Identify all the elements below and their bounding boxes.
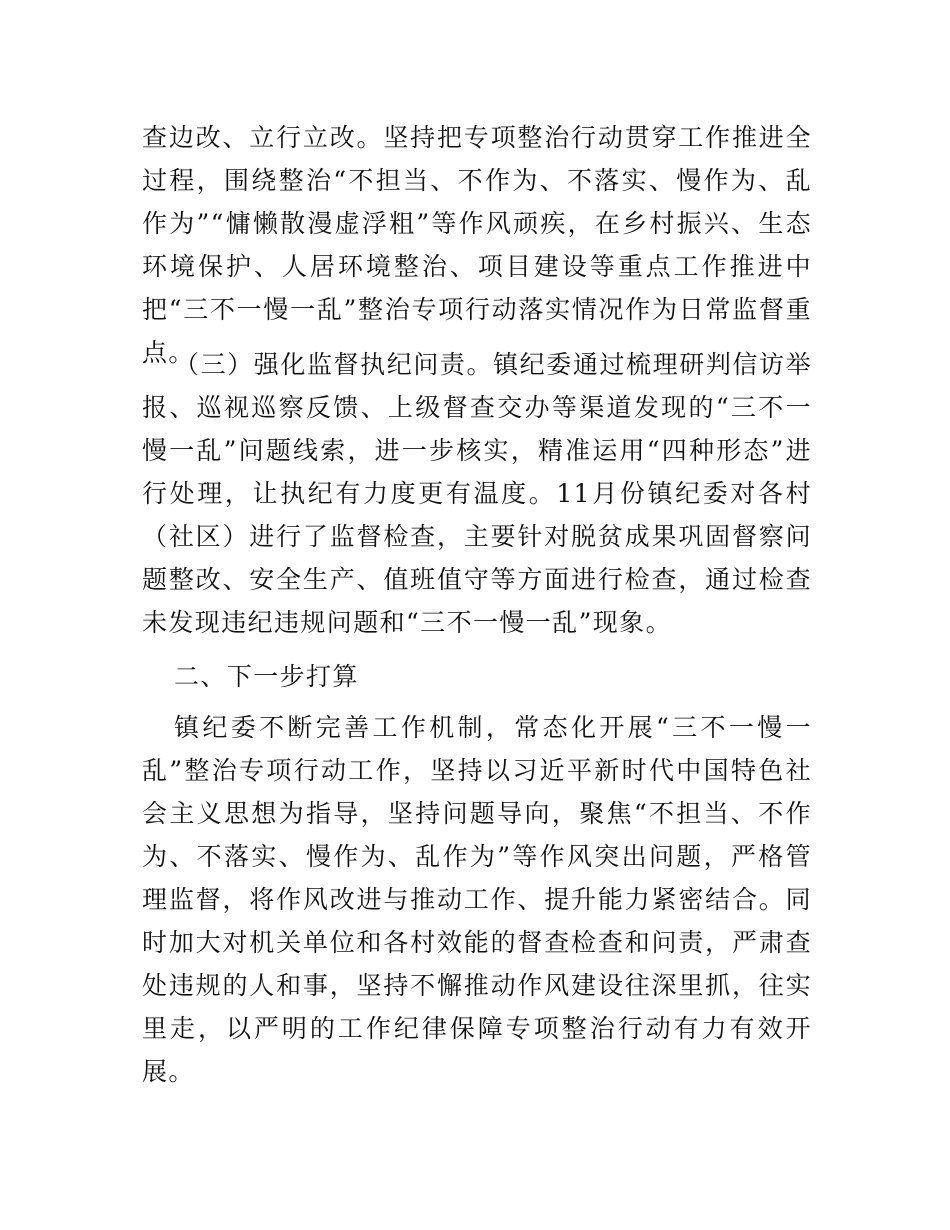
heading-text: 二、下一步打算 [174, 662, 359, 691]
paragraph-text: （三）强化监督执纪问责。镇纪委通过梳理研判信访举报、巡视巡察反馈、上级督查交办等渠道发现的“三不一慢一乱”问题线索，进一步核实，精准运用“四种形态”进行处理，让执纪有力度更有温度。11月份镇纪委对各村（社区）进行了监督检查，主要针对脱贫成果巩固督察问题整改、安全生产、值班值守等方面进行检查，通过检查未发现违纪违规问题和“三不一慢一乱”现象。 [142, 350, 812, 637]
paragraph-continued [142, 116, 812, 374]
paragraph-text: 查边改、立行立改。坚持把专项整治行动贯穿工作推进全过程，围绕整治“不担当、不作为、不落实、慢作为、乱作为”“慵懒散漫虚浮粗”等作风顽疾，在乡村振兴、生态环境保护、人居环境整治、项目建设等重点工作推进中把“三不一慢一乱”整治专项行动落实情况作为日常监督重点。 [142, 123, 812, 367]
paragraph-supervision [142, 343, 812, 644]
paragraph-plan [142, 706, 812, 1093]
paragraph-text: 镇纪委不断完善工作机制，常态化开展“三不一慢一乱”整治专项行动工作，坚持以习近平新时代中国特色社会主义思想为指导，坚持问题导向，聚焦“不担当、不作为、不落实、慢作为、乱作为”等作风突出问题，严格管理监督，将作风改进与推动工作、提升能力紧密结合。同时加大对机关单位和各村效能的督查检查和问责，严肃查处违规的人和事，坚持不懈推动作风建设往深里抓，往实里走，以严明的工作纪律保障专项整治行动有力有效开展。 [142, 713, 812, 1086]
section-heading-next-steps [142, 655, 812, 698]
